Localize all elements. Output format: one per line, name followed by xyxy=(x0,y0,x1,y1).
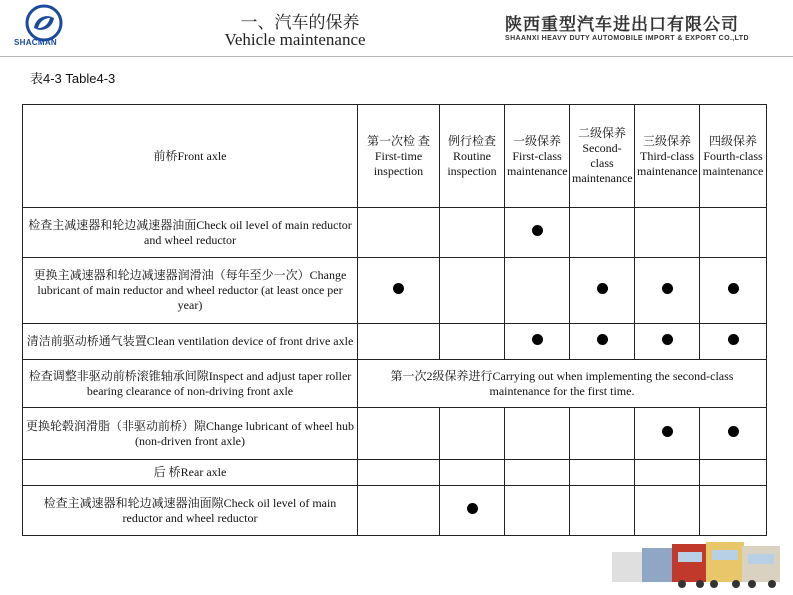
header-first-inspection: 第一次检 查 First-time inspection xyxy=(358,105,440,208)
maintenance-dot xyxy=(597,334,608,345)
mark-cell xyxy=(505,486,570,536)
mark-cell xyxy=(570,486,635,536)
mark-cell xyxy=(358,208,440,258)
maintenance-dot xyxy=(532,225,543,236)
mark-cell xyxy=(505,408,570,460)
mark-cell xyxy=(635,208,700,258)
table-row xyxy=(23,258,767,324)
header-third-class: 三级保养 Third-class maintenance xyxy=(635,105,700,208)
table-row xyxy=(23,486,767,536)
mark-cell xyxy=(635,408,700,460)
mark-cell xyxy=(358,486,440,536)
mark-cell xyxy=(358,258,440,324)
mark-cell xyxy=(570,460,635,486)
table-row xyxy=(23,460,767,486)
table-row xyxy=(23,208,767,258)
merged-note: 第一次2级保养进行Carrying out when implementing the second-class maintenance for the first time. xyxy=(358,360,767,408)
maintenance-dot xyxy=(728,334,739,345)
mark-cell xyxy=(635,324,700,360)
mark-cell xyxy=(505,460,570,486)
mark-cell xyxy=(700,486,767,536)
mark-cell xyxy=(440,324,505,360)
maintenance-table xyxy=(22,104,767,536)
maintenance-dot xyxy=(728,283,739,294)
table-row xyxy=(23,360,767,408)
company-name-cn: 陕西重型汽车进出口有限公司 xyxy=(505,15,739,35)
maintenance-dot xyxy=(662,283,673,294)
table-row xyxy=(23,408,767,460)
maintenance-dot xyxy=(597,283,608,294)
mark-cell xyxy=(700,258,767,324)
logo-text: SHACMAN xyxy=(14,38,57,47)
mark-cell xyxy=(700,460,767,486)
maintenance-dot xyxy=(393,283,404,294)
row-item: 后 桥Rear axle xyxy=(23,460,358,486)
table-caption: 表4-3 Table4-3 xyxy=(30,71,116,86)
row-item: 更换主减速器和轮边减速器润滑油（每年至少一次）Change lubricant of main reductor and wheel reductor (at least once per year) xyxy=(23,258,358,324)
mark-cell xyxy=(505,324,570,360)
maintenance-dot xyxy=(662,426,673,437)
row-item: 清洁前驱动桥通气装置Clean ventilation device of front drive axle xyxy=(23,324,358,360)
header-first-class: 一级保养 First-class maintenance xyxy=(505,105,570,208)
mark-cell xyxy=(440,258,505,324)
mark-cell xyxy=(505,208,570,258)
mark-cell xyxy=(570,408,635,460)
mark-cell xyxy=(440,486,505,536)
mark-cell xyxy=(700,408,767,460)
maintenance-dot xyxy=(728,426,739,437)
mark-cell xyxy=(570,324,635,360)
table-row xyxy=(23,324,767,360)
row-item: 检查调整非驱动前桥滚锥轴承间隙Inspect and adjust taper roller bearing clearance of non-driving front axle xyxy=(23,360,358,408)
trucks-illustration xyxy=(612,538,782,590)
row-item: 检查主减速器和轮边减速器油面隙Check oil level of main reductor and wheel reductor xyxy=(23,486,358,536)
page-title-en: Vehicle maintenance xyxy=(224,30,366,49)
maintenance-dot xyxy=(532,334,543,345)
mark-cell xyxy=(570,258,635,324)
mark-cell xyxy=(635,258,700,324)
header-routine-inspection: 例行检查 Routine inspection xyxy=(440,105,505,208)
mark-cell xyxy=(635,460,700,486)
mark-cell xyxy=(635,486,700,536)
maintenance-dot xyxy=(467,503,478,514)
mark-cell xyxy=(505,258,570,324)
maintenance-dot xyxy=(662,334,673,345)
row-item: 检查主减速器和轮边减速器油面Check oil level of main reductor and wheel reductor xyxy=(23,208,358,258)
mark-cell xyxy=(440,408,505,460)
table-header-row xyxy=(23,105,767,208)
mark-cell xyxy=(358,324,440,360)
mark-cell xyxy=(358,460,440,486)
header-fourth-class: 四级保养 Fourth-class maintenance xyxy=(700,105,767,208)
mark-cell xyxy=(358,408,440,460)
mark-cell xyxy=(570,208,635,258)
header-second-class: 二级保养 Second-class maintenance xyxy=(570,105,635,208)
company-name-en: SHAANXI HEAVY DUTY AUTOMOBILE IMPORT & EXPORT CO.,LTD xyxy=(505,35,749,42)
row-item: 更换轮毂润滑脂（非驱动前桥）隙Change lubricant of wheel hub (non-driven front axle) xyxy=(23,408,358,460)
mark-cell xyxy=(700,208,767,258)
page-title-cn: 一、汽车的保养 xyxy=(240,13,360,33)
mark-cell xyxy=(440,208,505,258)
mark-cell xyxy=(700,324,767,360)
header-front-axle: 前桥Front axle xyxy=(23,105,358,208)
header-divider xyxy=(0,56,793,57)
mark-cell xyxy=(440,460,505,486)
